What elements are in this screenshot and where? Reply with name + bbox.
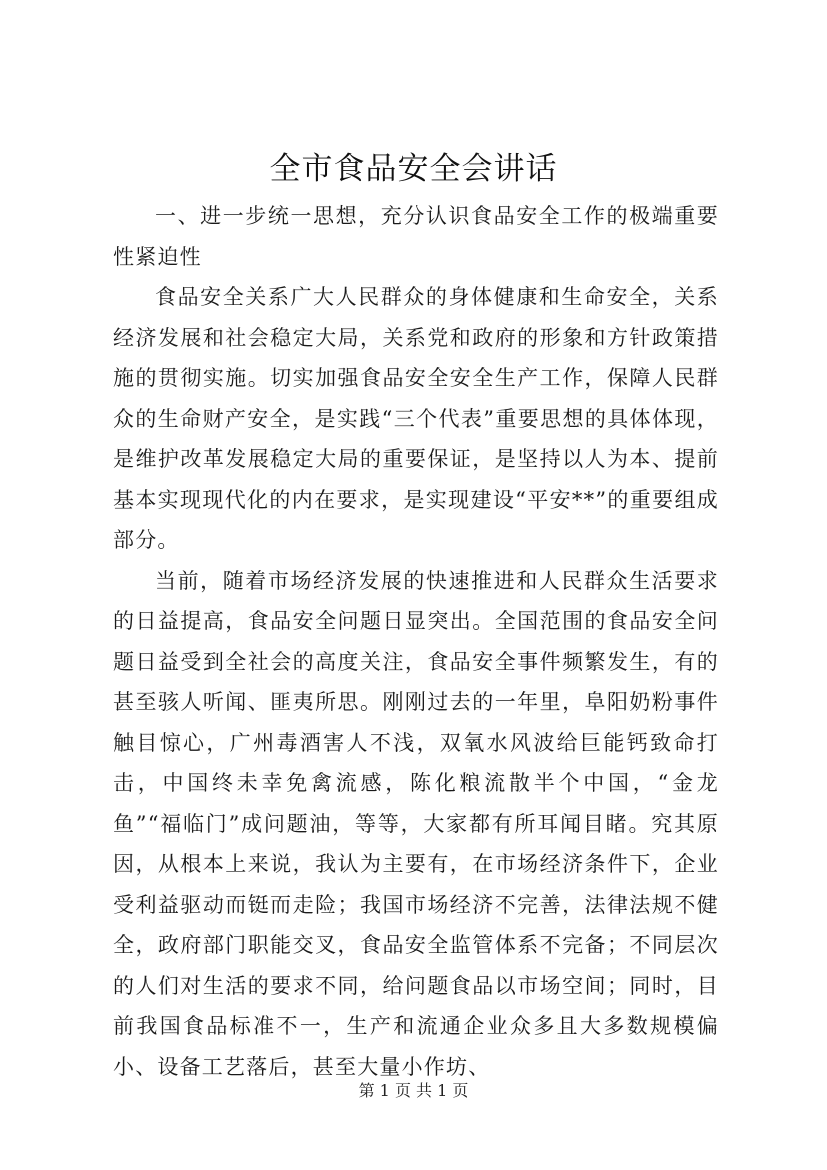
document-title: 全市食品安全会讲话	[269, 151, 558, 187]
paragraph-1: 食品安全关系广大人民群众的身体健康和生命安全，关系经济发展和社会稳定大局，关系党和政府的形象和方针政策措施的贯彻实施。切实加强食品安全安全生产工作，保障人民群众的生命财产安全，是实践“三个代表”重要思想的具体体现，是维护改革发展稳定大局的重要保证，是坚持以人为本、提前基本实现现代化的内在要求，是实现建设“平安**”的重要组成部分。	[113, 285, 719, 552]
document-body	[113, 196, 719, 1087]
paragraph-2: 当前，随着市场经济发展的快速推进和人民群众生活要求的日益提高，食品安全问题日显突出。全国范围的食品安全问题日益受到全社会的高度关注，食品安全事件频繁发生，有的甚至骇人听闻、匪夷所思。刚刚过去的一年里，阜阳奶粉事件触目惊心，广州毒酒害人不浅，双氧水风波给巨能钙致命打击，中国终未幸免禽流感，陈化粮流散半个中国，“金龙鱼”“福临门”成问题油，等等，大家都有所耳闻目睹。究其原因，从根本上来说，我认为主要有，在市场经济条件下，企业受利益驱动而铤而走险；我国市场经济不完善，法律法规不健全，政府部门职能交叉，食品安全监管体系不完备；不同层次的人们对生活的要求不同，给问题食品以市场空间；同时，目前我国食品标准不一，生产和流通企业众多且大多数规模偏小、设备工艺落后，甚至大量小作坊、	[113, 568, 719, 1079]
page-footer: 第 1 页 共 1 页	[358, 1081, 469, 1100]
section-heading: 一、进一步统一思想，充分认识食品安全工作的极端重要性紧迫性	[113, 204, 719, 269]
